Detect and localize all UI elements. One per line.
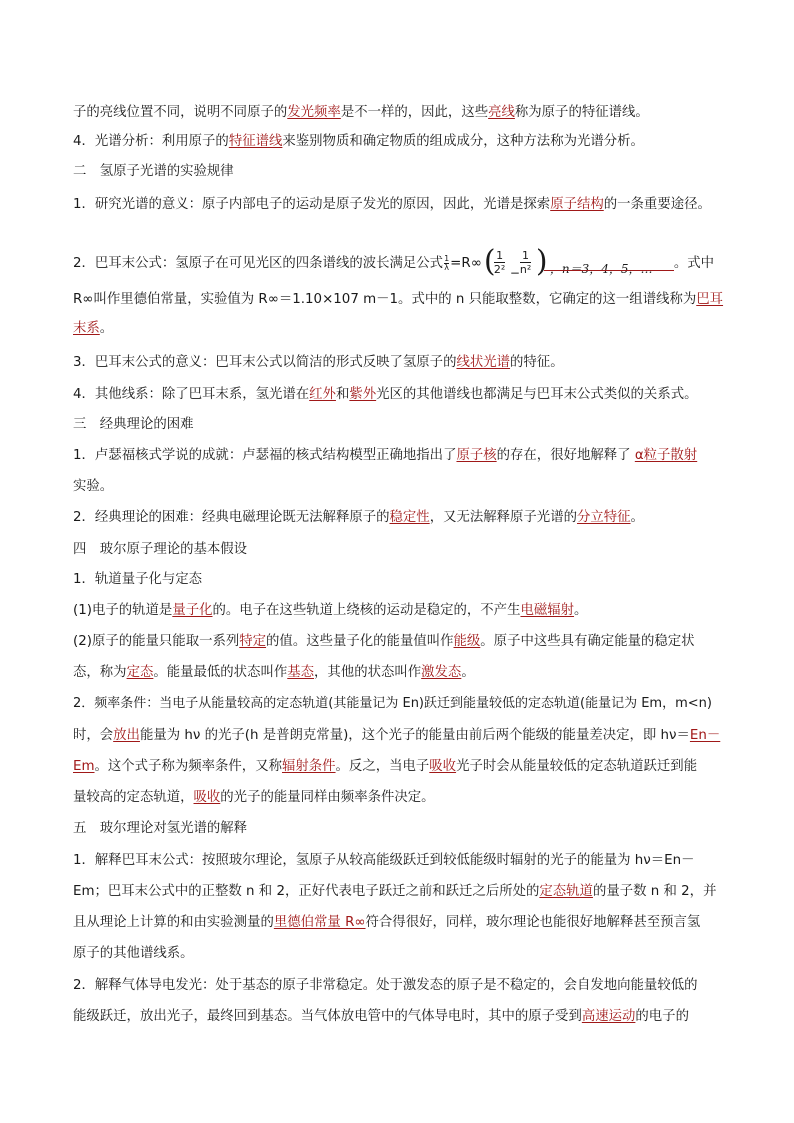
text: 是不一样的，因此，这些 <box>340 105 489 120</box>
underlined-answer: 高速运动 <box>581 1009 636 1024</box>
text: 称为原子的特征谱线。 <box>514 105 649 120</box>
section-heading: 三 经典理论的困难 <box>73 417 194 432</box>
denominator: 2² <box>493 263 506 276</box>
underlined-answer: 定态 <box>126 665 154 680</box>
text: 光区的其他谱线也都满足与巴耳末公式类似的关系式。 <box>376 387 698 402</box>
underlined-answer: 里德伯常量 R∞ <box>273 915 366 930</box>
text: 2．经典理论的困难：经典电磁理论既无法解释原子的 <box>73 510 390 525</box>
text: 和 <box>335 387 350 402</box>
text: ，又无法解释原子光谱的 <box>429 510 577 525</box>
underlined-answer: 亮线 <box>488 105 515 120</box>
text-line: 实验。 <box>73 479 114 494</box>
underlined-answer: 吸收 <box>193 790 221 805</box>
text: 的电子的 <box>635 1009 689 1024</box>
underlined-answer: 能级 <box>453 634 481 649</box>
text: 4．其他线系：除了巴耳末系，氢光谱在 <box>73 387 310 402</box>
minus-sign: − <box>509 266 520 280</box>
text: Em；巴耳末公式中的正整数 n 和 2，正好代表电子跃迁之前和跃迁之后所处的 <box>73 884 540 899</box>
text: 符合得很好，同样，玻尔理论也能很好地解释甚至预言氢 <box>365 915 701 930</box>
text-line <box>73 291 723 309</box>
section-heading: 四 玻尔原子理论的基本假设 <box>73 542 248 557</box>
denominator: λ <box>444 262 449 272</box>
text: 。 <box>461 665 475 680</box>
fraction <box>494 249 505 276</box>
text: 。 <box>99 321 114 336</box>
formula-line <box>73 245 723 281</box>
underlined-answer: 吸收 <box>429 759 457 774</box>
text: 来鉴别物质和确定物质的组成成分，这种方法称为光谱分析。 <box>282 134 644 149</box>
underlined-answer: 电磁辐射 <box>520 603 575 618</box>
numerator: 1 <box>444 253 450 263</box>
numerator: 1 <box>494 249 505 263</box>
text: 量较高的定态轨道， <box>73 790 194 805</box>
text: 。 <box>574 603 588 618</box>
text: 且从理论上计算的和由实验测量的 <box>73 915 274 930</box>
underlined-answer: 激发态 <box>421 665 462 680</box>
text-line: 2．解释气体导电发光：处于基态的原子非常稳定。处于激发态的原子是不稳定的，会自发地向能量较低的 <box>73 978 698 993</box>
fraction <box>444 255 449 272</box>
underlined-answer: 辐射条件 <box>281 759 336 774</box>
section-heading: 二 氢原子光谱的实验规律 <box>73 164 234 179</box>
text-line <box>73 914 723 932</box>
text: (1)电子的轨道是 <box>73 603 173 618</box>
text-line <box>73 664 723 682</box>
fraction <box>520 249 531 276</box>
underlined-answer: 原子结构 <box>550 197 604 212</box>
text-line <box>73 133 723 151</box>
underlined-answer: 分立特征 <box>576 510 631 525</box>
text: 时，会 <box>73 728 114 743</box>
underlined-answer: 量子化 <box>172 603 213 618</box>
numerator: 1 <box>520 249 531 263</box>
text: 的存在，很好地解释了 <box>496 448 635 463</box>
text: 。式中 <box>673 256 715 271</box>
denominator: n² <box>519 263 532 276</box>
text: 2．巴耳末公式：氢原子在可见光区的四条谱线的波长满足公式 <box>73 256 444 271</box>
text: 的特征。 <box>510 355 564 370</box>
underlined-answer: 放出 <box>113 728 140 743</box>
text-line <box>73 509 723 527</box>
text-line <box>73 354 723 372</box>
text: 子的亮线位置不同，说明不同原子的 <box>73 105 288 120</box>
formula-tail: ，n＝3，4，5，… <box>549 262 653 276</box>
text-line <box>73 789 723 807</box>
text-line <box>73 447 723 465</box>
text: 。反之，当电子 <box>335 759 430 774</box>
underlined-answer: α粒子散射 <box>634 448 698 463</box>
text: 态，称为 <box>73 665 127 680</box>
text-line: 1．轨道量子化与定态 <box>73 572 203 587</box>
underlined-answer: 原子核 <box>456 448 497 463</box>
balmer-formula <box>484 245 674 281</box>
text-line <box>73 883 723 901</box>
text: 4．光谱分析：利用原子的 <box>73 134 229 149</box>
text: 。 <box>630 510 644 525</box>
text: (2)原子的能量只能取一系列 <box>73 634 240 649</box>
text: 。这个式子称为频率条件，又称 <box>94 759 282 774</box>
text-line: 1．解释巴耳末公式：按照玻尔理论，氢原子从较高能级跃迁到较低能级时辐射的光子的能量为 hν＝En－ <box>73 853 695 868</box>
underlined-answer: 巴耳 <box>696 292 724 307</box>
text: 的光子的能量同样由频率条件决定。 <box>220 790 435 805</box>
paren-left: ( <box>483 244 496 279</box>
underlined-answer: 紫外 <box>349 387 377 402</box>
text: 1．研究光谱的意义：原子内部电子的运动是原子发光的原因，因此，光谱是探索 <box>73 197 551 212</box>
underlined-answer: 定态轨道 <box>539 884 593 899</box>
text: 能量为 hν 的光子(h 是普朗克常量)，这个光子的能量由前后两个能级的能量差决定，即 hν＝ <box>139 728 690 743</box>
text-line <box>73 1008 723 1026</box>
text-line <box>73 196 723 214</box>
underlined-answer: Em <box>73 759 95 774</box>
text: 的。电子在这些轨道上绕核的运动是稳定的，不产生 <box>212 603 521 618</box>
text-line <box>73 320 723 338</box>
underlined-answer: 红外 <box>309 387 336 402</box>
underlined-answer: 特定 <box>239 634 267 649</box>
text-line <box>73 727 723 745</box>
text-line: 2．频率条件：当电子从能量较高的定态轨道(其能量记为 En)跃迁到能量较低的定态轨道(能量记为 Em，m<n) <box>73 696 712 711</box>
underlined-answer: 末系 <box>73 321 100 336</box>
text: 1．卢瑟福核式学说的成就：卢瑟福的核式结构模型正确地指出了 <box>73 448 457 463</box>
underlined-answer: En－ <box>689 728 721 743</box>
answer-underline <box>544 270 674 271</box>
text-line <box>73 758 723 776</box>
section-heading: 五 玻尔理论对氢光谱的解释 <box>73 821 248 836</box>
text: 的值。这些量子化的能量值叫作 <box>266 634 454 649</box>
text-line <box>73 386 723 404</box>
text-line <box>73 602 723 620</box>
underlined-answer: 基态 <box>287 665 315 680</box>
text: =R∞ <box>450 256 482 271</box>
text-line <box>73 633 723 651</box>
text: 。能量最低的状态叫作 <box>153 665 288 680</box>
text: 的量子数 n 和 2，并 <box>592 884 717 899</box>
text: 能级跃迁，放出光子，最终回到基态。当气体放电管中的气体导电时，其中的原子受到 <box>73 1009 582 1024</box>
text-line: 原子的其他谱线系。 <box>73 946 194 961</box>
text-line <box>73 104 723 122</box>
underlined-answer: 稳定性 <box>389 510 430 525</box>
text: ，其他的状态叫作 <box>314 665 422 680</box>
paren-right: ) <box>535 244 548 279</box>
underlined-answer: 特征谱线 <box>228 134 283 149</box>
text: 光子时会从能量较低的定态轨道跃迁到能 <box>456 759 698 774</box>
underlined-answer: 发光频率 <box>287 105 341 120</box>
text: 3．巴耳末公式的意义：巴耳末公式以简洁的形式反映了氢原子的 <box>73 355 457 370</box>
text: 。原子中这些具有确定能量的稳定状 <box>480 634 695 649</box>
text: 的一条重要途径。 <box>603 197 711 212</box>
underlined-answer: 线状光谱 <box>456 355 511 370</box>
text: R∞叫作里德伯常量，实验值为 R∞＝1.10×107 m－1。式中的 n 只能取整数，它确定的这一组谱线称为 <box>73 292 697 307</box>
